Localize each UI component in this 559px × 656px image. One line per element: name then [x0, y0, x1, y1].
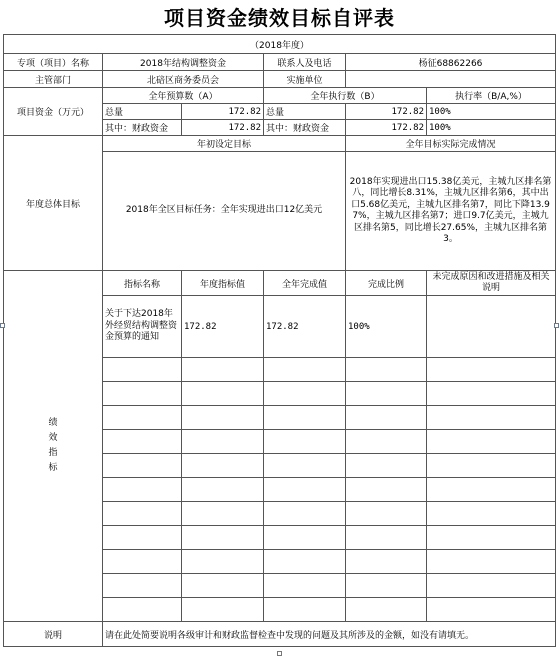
performance-label: 绩效指标	[48, 418, 58, 473]
annual-completed-cell[interactable]: 172.82	[264, 296, 346, 358]
annual-completed-cell[interactable]	[264, 478, 346, 502]
impl-unit-label: 实施单位	[264, 71, 346, 88]
rate-value[interactable]: 100%	[427, 120, 556, 136]
budget-row-label: 其中：财政资金	[103, 120, 182, 136]
exec-value[interactable]: 172.82	[346, 104, 427, 120]
annual-target-cell[interactable]	[182, 382, 264, 406]
performance-label-cell	[4, 271, 103, 622]
annual-target-cell[interactable]	[182, 406, 264, 430]
indicator-name-cell[interactable]	[103, 526, 182, 550]
rate-header: 执行率（B/A,%）	[427, 88, 556, 104]
reason-header: 未完成原因和改进措施及相关说明	[427, 271, 556, 296]
project-name-label: 专项（项目）名称	[4, 54, 103, 71]
budget-value[interactable]: 172.82	[182, 120, 264, 136]
completion-rate-cell[interactable]	[346, 406, 427, 430]
indicator-name-cell[interactable]	[103, 550, 182, 574]
annual-target-cell[interactable]	[182, 502, 264, 526]
annual-goal-label: 年度总体目标	[4, 136, 103, 271]
annual-completed-cell[interactable]	[264, 550, 346, 574]
annual-completed-cell[interactable]	[264, 598, 346, 622]
self-evaluation-table	[3, 34, 556, 647]
annual-target-cell[interactable]	[182, 550, 264, 574]
completion-rate-cell[interactable]	[346, 526, 427, 550]
annual-target-cell[interactable]	[182, 430, 264, 454]
completion-rate-cell[interactable]	[346, 502, 427, 526]
reason-cell[interactable]	[427, 478, 556, 502]
reason-cell[interactable]	[427, 358, 556, 382]
annual-target-cell[interactable]	[182, 478, 264, 502]
rate-value[interactable]: 100%	[427, 104, 556, 120]
annual-completed-cell[interactable]	[264, 382, 346, 406]
reason-cell[interactable]	[427, 502, 556, 526]
completion-rate-cell[interactable]	[346, 358, 427, 382]
indicator-name-cell[interactable]	[103, 430, 182, 454]
set-goal-header: 年初设定目标	[103, 136, 346, 152]
indicator-name-cell[interactable]	[103, 382, 182, 406]
annual-completed-cell[interactable]	[264, 526, 346, 550]
reason-cell[interactable]	[427, 598, 556, 622]
annual-target-cell[interactable]	[182, 454, 264, 478]
contact-value[interactable]: 杨征68862266	[346, 54, 556, 71]
exec-row-label: 总量	[264, 104, 346, 120]
budget-value[interactable]: 172.82	[182, 104, 264, 120]
dept-value[interactable]: 北碚区商务委员会	[103, 71, 264, 88]
note-text[interactable]: 请在此处简要说明各级审计和财政监督检查中发现的问题及其所涉及的金额，如没有请填无。	[103, 622, 556, 647]
indicator-name-cell[interactable]	[103, 406, 182, 430]
indicator-name-cell[interactable]	[103, 574, 182, 598]
completion-rate-cell[interactable]	[346, 478, 427, 502]
project-name-value[interactable]: 2018年结构调整资金	[103, 54, 264, 71]
annual-completed-cell[interactable]	[264, 454, 346, 478]
note-label: 说明	[4, 622, 103, 647]
indicator-name-cell[interactable]: 关于下达2018年外经贸结构调整资金预算的通知	[103, 296, 182, 358]
annual-target-cell[interactable]	[182, 598, 264, 622]
annual-target-cell[interactable]	[182, 526, 264, 550]
annual-target-header: 年度指标值	[182, 271, 264, 296]
annual-completed-cell[interactable]	[264, 430, 346, 454]
reason-cell[interactable]	[427, 382, 556, 406]
resize-handle-left[interactable]	[0, 323, 5, 328]
funds-label: 项目资金（万元）	[4, 88, 103, 136]
completion-rate-cell[interactable]	[346, 454, 427, 478]
set-goal-text[interactable]: 2018年全区目标任务：全年实现进出口12亿美元	[103, 152, 346, 271]
annual-completed-cell[interactable]	[264, 358, 346, 382]
year-cell: （2018年度）	[4, 35, 556, 54]
completion-rate-cell[interactable]	[346, 430, 427, 454]
completion-rate-cell[interactable]	[346, 598, 427, 622]
annual-target-cell[interactable]: 172.82	[182, 296, 264, 358]
completion-rate-header: 完成比例	[346, 271, 427, 296]
reason-cell[interactable]	[427, 574, 556, 598]
indicator-name-cell[interactable]	[103, 478, 182, 502]
indicator-name-cell[interactable]	[103, 502, 182, 526]
annual-completed-header: 全年完成值	[264, 271, 346, 296]
resize-handle-bottom[interactable]	[277, 651, 282, 656]
completion-rate-cell[interactable]	[346, 550, 427, 574]
exec-header: 全年执行数（B）	[264, 88, 427, 104]
exec-row-label: 其中：财政资金	[264, 120, 346, 136]
indicator-name-cell[interactable]	[103, 454, 182, 478]
exec-value[interactable]: 172.82	[346, 120, 427, 136]
annual-target-cell[interactable]	[182, 574, 264, 598]
reason-cell[interactable]	[427, 296, 556, 358]
form-title: 项目资金绩效目标自评表	[164, 6, 395, 30]
completion-rate-cell[interactable]	[346, 382, 427, 406]
contact-label: 联系人及电话	[264, 54, 346, 71]
reason-cell[interactable]	[427, 454, 556, 478]
budget-header: 全年预算数（A）	[103, 88, 264, 104]
indicator-name-header: 指标名称	[103, 271, 182, 296]
budget-row-label: 总量	[103, 104, 182, 120]
completion-rate-cell[interactable]: 100%	[346, 296, 427, 358]
actual-goal-text[interactable]: 2018年实现进出口15.38亿美元，主城九区排名第八，同比增长8.31%，主城九区排名第6，其中出口5.68亿美元，主城九区排名第7，同比下降13.97%，主城九区排名第7；进口9.7亿美元，主城九区排名第5，同比增长27.65%，主城九区排名第3。	[346, 152, 556, 271]
indicator-name-cell[interactable]	[103, 598, 182, 622]
reason-cell[interactable]	[427, 550, 556, 574]
annual-completed-cell[interactable]	[264, 502, 346, 526]
impl-unit-value[interactable]	[346, 71, 556, 88]
annual-target-cell[interactable]	[182, 358, 264, 382]
annual-completed-cell[interactable]	[264, 574, 346, 598]
reason-cell[interactable]	[427, 526, 556, 550]
actual-goal-header: 全年目标实际完成情况	[346, 136, 556, 152]
reason-cell[interactable]	[427, 406, 556, 430]
annual-completed-cell[interactable]	[264, 406, 346, 430]
indicator-name-cell[interactable]	[103, 358, 182, 382]
resize-handle-right[interactable]	[554, 323, 559, 328]
reason-cell[interactable]	[427, 430, 556, 454]
dept-label: 主管部门	[4, 71, 103, 88]
completion-rate-cell[interactable]	[346, 574, 427, 598]
